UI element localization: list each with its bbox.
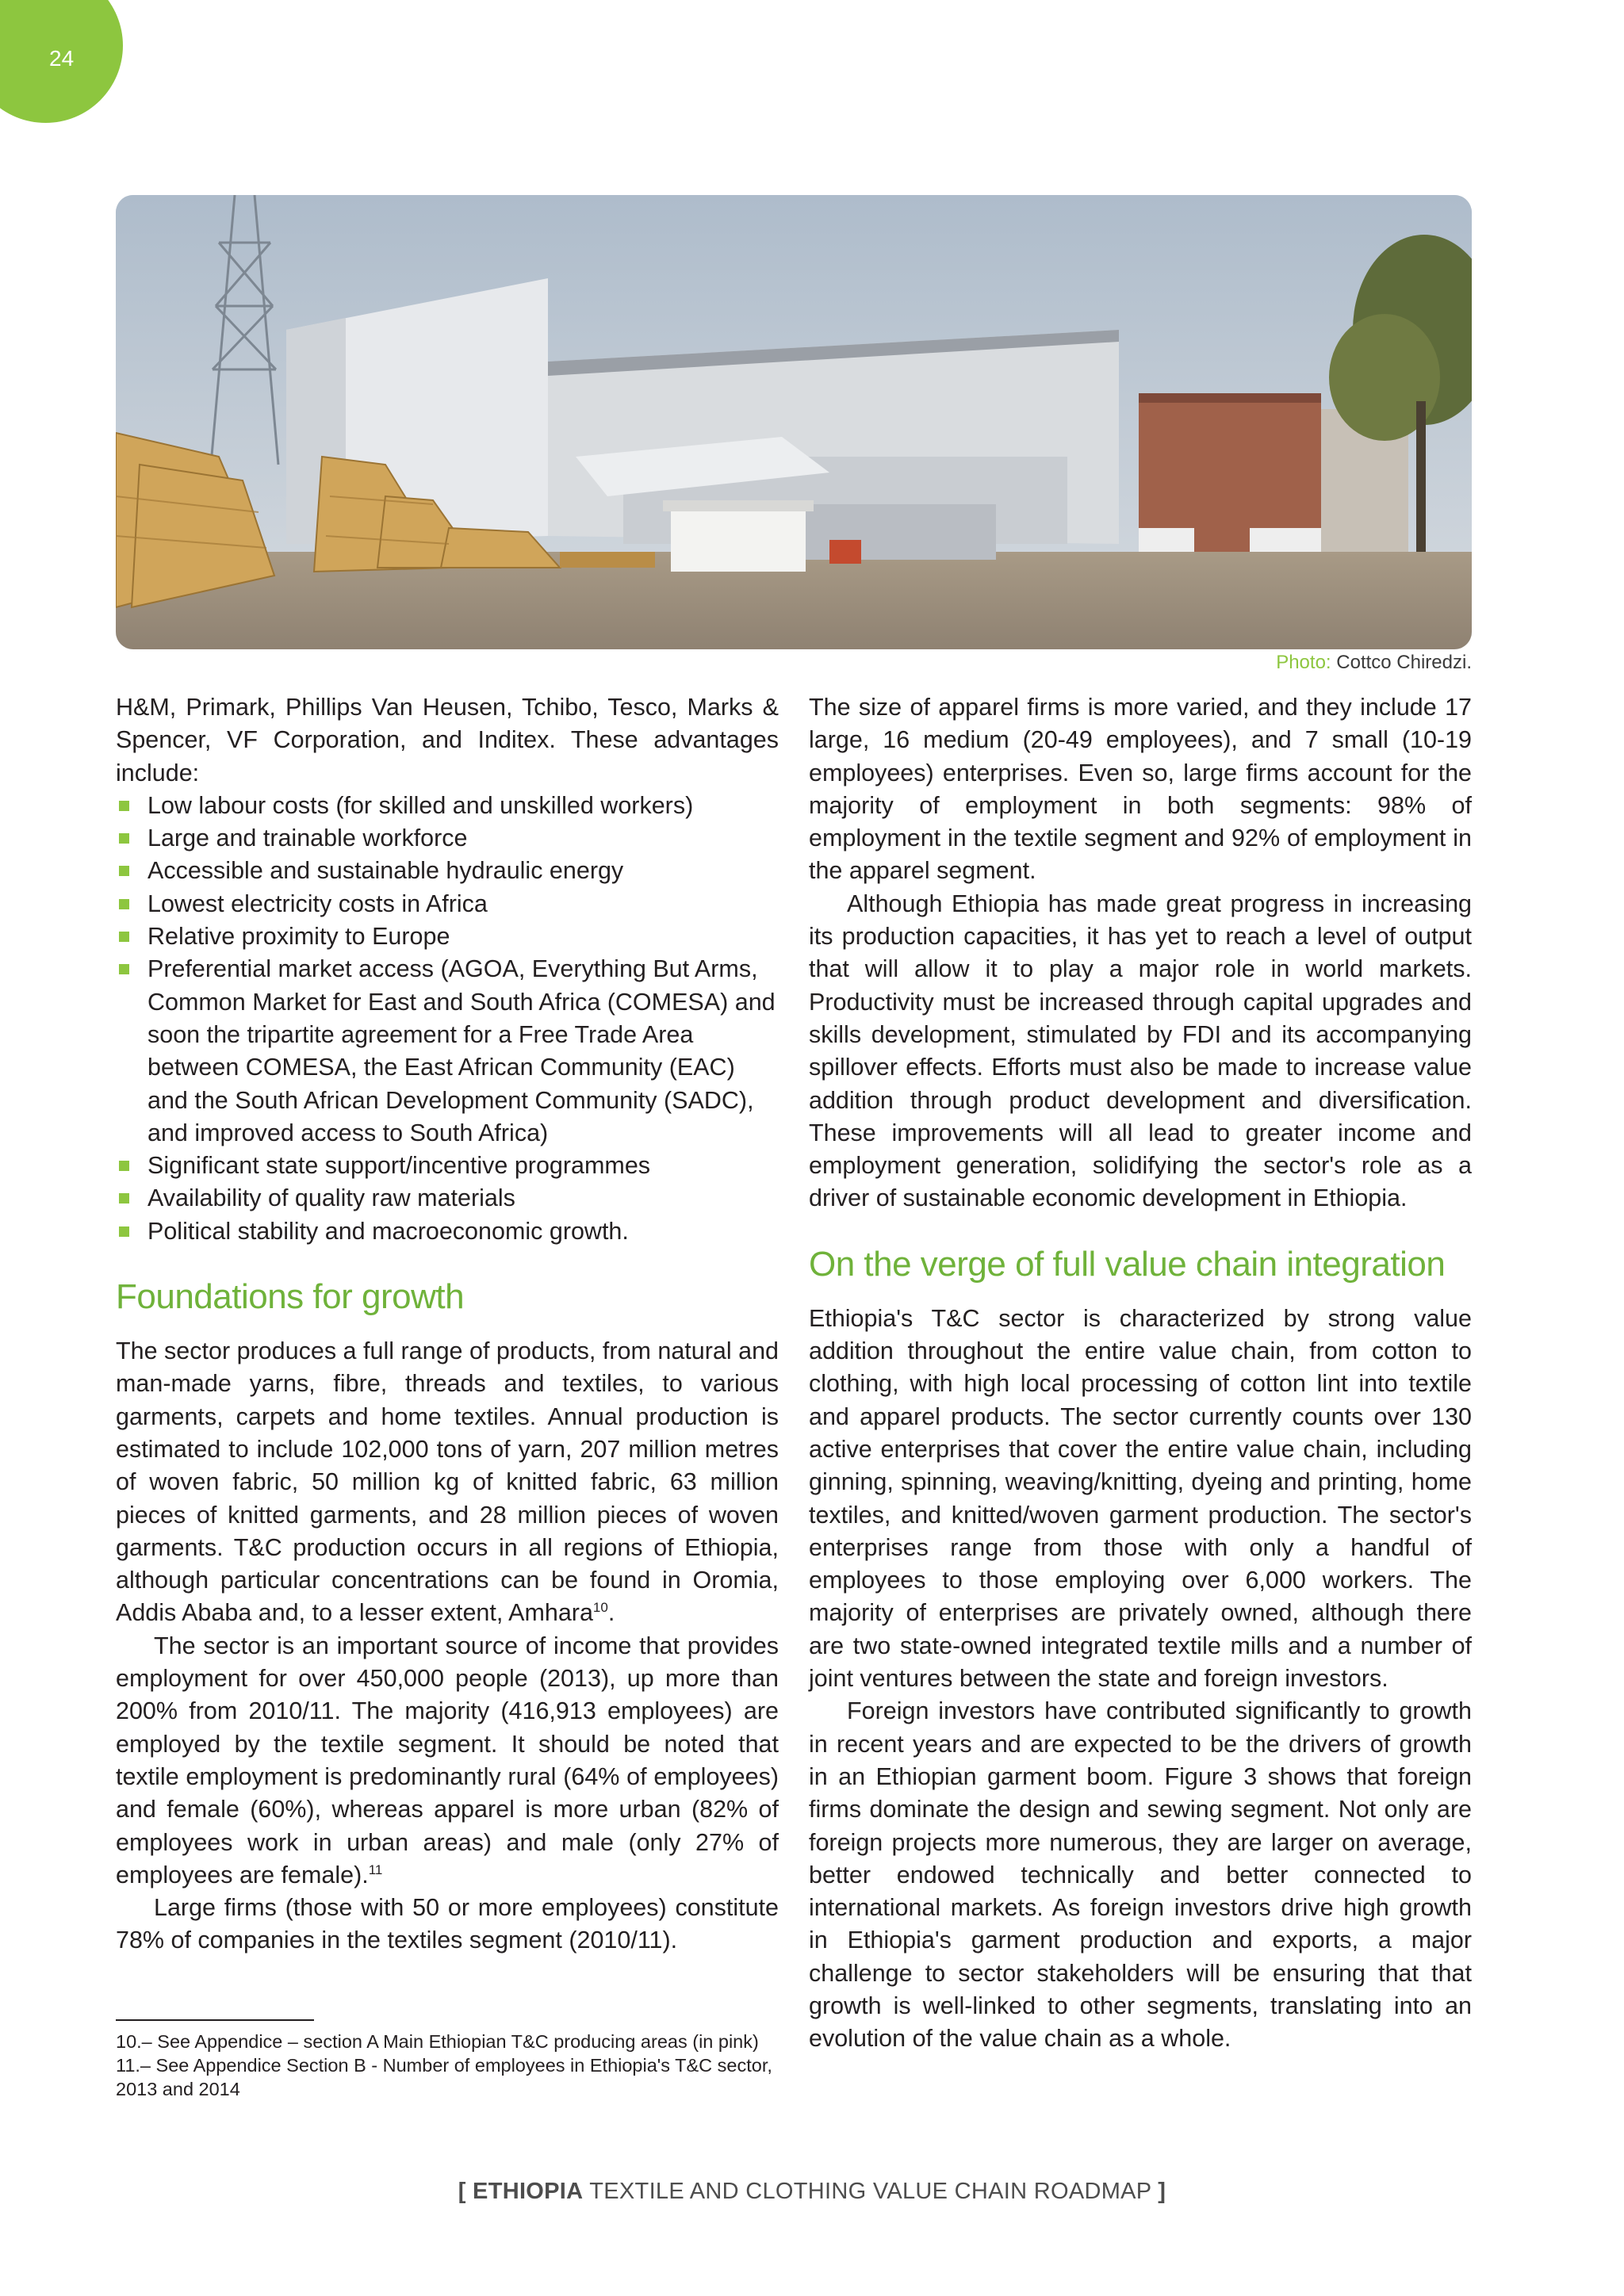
paragraph-text: The sector is an important source of income that provides employment for over 450,000 people (2013), up more than 200% from 2010/11. The majority (416,913 employees) are employed by the textile segment. It should be noted that textile employment is predominantly rural (64% of employees) and female (60%), whereas apparel is more urban (82% of employees work in urban areas) and male (only 27% of employees are female). [116, 1632, 779, 1888]
factory-photo-illustration [116, 195, 1472, 649]
footer-close-bracket: ] [1158, 2179, 1166, 2204]
bullet-icon [119, 866, 129, 876]
list-item [116, 920, 779, 953]
list-item [116, 953, 779, 1150]
photo-caption [1276, 652, 1472, 674]
list-item [116, 1182, 779, 1215]
bullet-icon [119, 1161, 129, 1171]
advantages-list [116, 790, 779, 1248]
paragraph-end: . [607, 1599, 615, 1627]
paragraph-text: The sector produces a full range of products, from natural and man-made yarns, fibre, threads and textiles, to various garments, carpets and home textiles. Annual production is estimated to include 102,000 tons of yarn, 207 million metres of woven fabric, 50 million kg of knitted fabric, 63 million pieces of knitted garments, and 28 million pieces of woven garments. T&C production occurs in all regions of Ethiopia, although particular concentrations can be found in Oromia, Addis Ababa and, to a lesser extent, Amhara [116, 1337, 779, 1627]
page-number: 24 [49, 46, 75, 71]
list-item [116, 822, 779, 855]
list-item-text: Preferential market access (AGOA, Everything But Arms, Common Market for East and South Africa (COMESA) and soon the tripartite agreement for a Free Trade Area between COMESA, the East African Community (EAC) and the South African Development Community (SADC), and improved access to South Africa) [147, 955, 776, 1146]
list-item-text: Significant state support/incentive programmes [147, 1152, 651, 1180]
right-column [809, 691, 1472, 2056]
body-paragraph: Foreign investors have contributed significantly to growth in recent years and are expected to be the drivers of growth in an Ethiopian garment boom. Figure 3 shows that foreign firms dominate the design and sewing segment. Not only are foreign projects more numerous, they are larger on average, better endowed technically and better connected to international markets. As foreign investors drive high growth in Ethiopia's garment production and exports, a major challenge to sector stakeholders will be ensuring that that growth is well-linked to other segments, translating into an evolution of the value chain as a whole. [809, 1697, 1472, 2053]
footnote-ref[interactable]: 11 [368, 1862, 383, 1877]
body-paragraph: Ethiopia's T&C sector is characterized by strong value addition throughout the entire value chain, from cotton to clothing, with high local processing of cotton lint into textile and apparel products. The sector currently counts over 130 active enterprises that cover the entire value chain, including ginning, spinning, weaving/knitting, dyeing and printing, home textiles, and knitted/woven garment production. The sector's enterprises range from those with only a handful of employees to those employing over 6,000 workers. The majority of enterprises are privately owned, although there are two state-owned integrated textile mills and a number of joint ventures between the state and foreign investors. [809, 1304, 1472, 1693]
bullet-icon [119, 932, 129, 942]
footnote: 10.– See Appendice – section A Main Ethiopian T&C producing areas (in pink) [116, 2031, 759, 2052]
footer-title: TEXTILE AND CLOTHING VALUE CHAIN ROADMAP [589, 2179, 1151, 2204]
list-item [116, 1150, 779, 1182]
footer-country: ETHIOPIA [473, 2179, 584, 2204]
list-item-text: Low labour costs (for skilled and unskilled workers) [147, 791, 694, 819]
list-item-text: Large and trainable workforce [147, 825, 468, 852]
list-item [116, 888, 779, 920]
factory-photo [116, 195, 1472, 649]
photo-caption-credit: Cottco Chiredzi. [1336, 652, 1472, 673]
list-item [116, 1215, 779, 1248]
footnote: 11.– See Appendice Section B - Number of employees in Ethiopia's T&C sector, 2013 and 2014 [116, 2055, 772, 2099]
left-column [116, 691, 779, 1957]
bullet-icon [119, 964, 129, 974]
section-heading-value-chain: On the verge of full value chain integration [809, 1244, 1446, 1284]
footnotes [116, 2030, 782, 2101]
photo-caption-label: Photo: [1276, 652, 1331, 673]
page-footer [0, 2179, 1624, 2205]
footnote-ref[interactable]: 10 [592, 1600, 608, 1616]
body-paragraph: The size of apparel firms is more varied, and they include 17 large, 16 medium (20-49 employees), and 7 small (10-19 employees) enterprises. Even so, large firms account for the majority of employment in both segments: 98% of employment in the textile segment and 92% of employment in the apparel segment. [809, 694, 1472, 885]
footer-open-bracket: [ [458, 2179, 466, 2204]
intro-paragraph: H&M, Primark, Phillips Van Heusen, Tchibo, Tesco, Marks & Spencer, VF Corporation, and Inditex. These advantages include: [116, 694, 779, 786]
bullet-icon [119, 1193, 129, 1203]
bullet-icon [119, 833, 129, 844]
list-item-text: Relative proximity to Europe [147, 923, 450, 951]
body-paragraph: Large firms (those with 50 or more employees) constitute 78% of companies in the textiles segment (2010/11). [116, 1894, 779, 1954]
list-item [116, 855, 779, 887]
list-item-text: Availability of quality raw materials [147, 1184, 515, 1212]
section-heading-foundations: Foundations for growth [116, 1277, 465, 1317]
list-item-text: Political stability and macroeconomic growth. [147, 1217, 629, 1245]
bullet-icon [119, 1226, 129, 1237]
list-item [116, 790, 779, 822]
list-item-text: Lowest electricity costs in Africa [147, 890, 488, 917]
list-item-text: Accessible and sustainable hydraulic energy [147, 857, 624, 885]
body-paragraph: Although Ethiopia has made great progress in increasing its production capacities, it has yet to reach a level of output that will allow it to play a major role in world markets. Productivity must be increased through capital upgrades and skills development, stimulated by FDI and its accompanying spillover effects. Efforts must also be made to increase value addition through product development and diversification. These improvements will all lead to greater income and employment generation, solidifying the sector's role as a driver of sustainable economic development in Ethiopia. [809, 890, 1472, 1212]
body-paragraph [116, 1630, 779, 1892]
footnote-divider [116, 2019, 314, 2021]
bullet-icon [119, 899, 129, 909]
bullet-icon [119, 801, 129, 811]
body-paragraph [116, 1335, 779, 1630]
